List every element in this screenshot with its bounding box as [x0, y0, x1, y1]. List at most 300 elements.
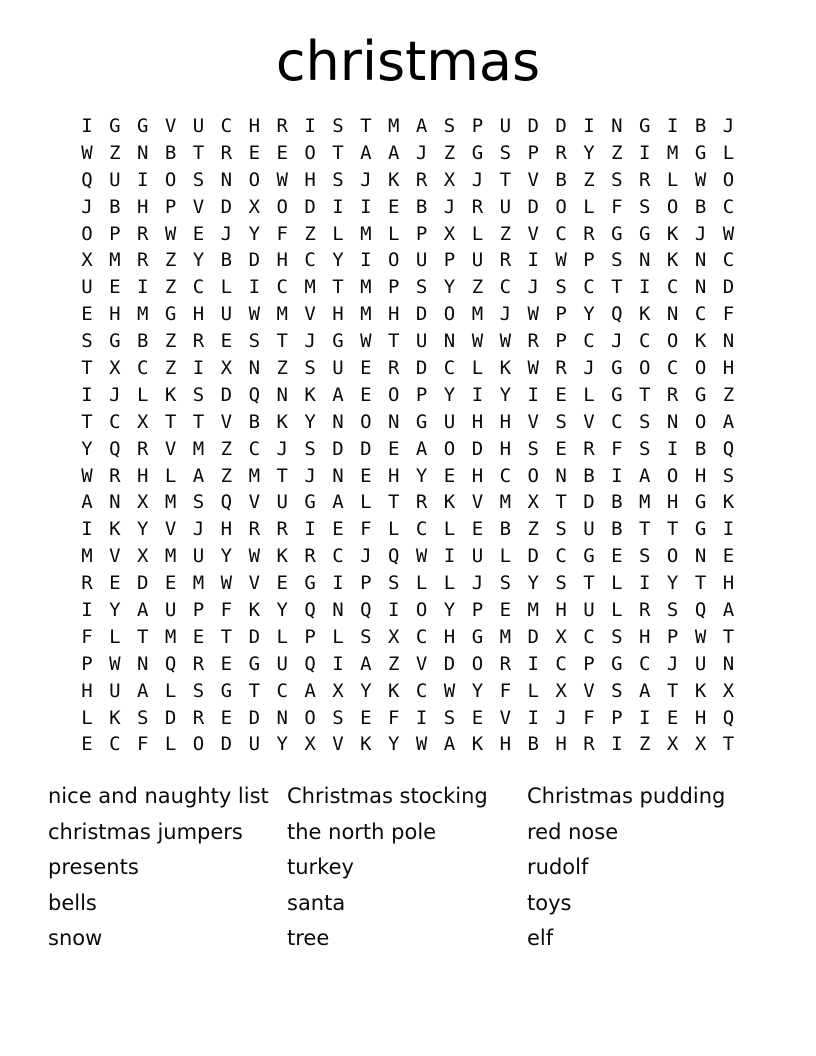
grid-letter: Y	[81, 437, 93, 460]
grid-letter: L	[109, 625, 121, 648]
grid-letter: G	[611, 357, 623, 380]
grid-letter: X	[137, 410, 149, 433]
grid-letter: E	[220, 652, 233, 675]
grid-letter: M	[388, 115, 400, 137]
grid-letter: C	[722, 195, 735, 218]
grid-letter: E	[220, 330, 233, 353]
grid-letter: C	[499, 276, 512, 299]
grid-letter: R	[499, 249, 512, 272]
grid-letter: S	[332, 706, 344, 729]
grid-letter: B	[694, 195, 707, 218]
grid-letter: S	[248, 330, 261, 353]
grid-letter: P	[527, 141, 539, 164]
grid-letter: B	[109, 195, 121, 218]
grid-letter: V	[583, 410, 595, 433]
grid-letter: T	[192, 141, 205, 164]
grid-letter: S	[639, 545, 651, 568]
grid-letter: I	[360, 195, 372, 218]
grid-letter: F	[583, 706, 595, 729]
grid-letter: T	[164, 410, 177, 433]
grid-letter: L	[443, 572, 456, 595]
grid-letter: E	[360, 706, 372, 729]
grid-letter: X	[81, 249, 93, 272]
grid-letter: X	[137, 491, 149, 514]
grid-row	[73, 140, 743, 167]
grid-row	[73, 705, 743, 732]
grid-letter: R	[415, 491, 428, 514]
grid-letter: R	[555, 357, 567, 380]
grid-letter: L	[332, 222, 344, 245]
grid-letter: S	[304, 357, 316, 380]
grid-letter: U	[583, 599, 595, 622]
grid-letter: W	[471, 330, 484, 353]
grid-letter: P	[415, 383, 428, 406]
grid-letter: O	[722, 168, 735, 191]
grid-letter: E	[360, 383, 372, 406]
grid-letter: N	[722, 330, 735, 353]
grid-letter: L	[164, 679, 177, 702]
grid-letter: C	[499, 464, 512, 487]
grid-letter: P	[555, 303, 567, 326]
grid-letter: B	[611, 491, 623, 514]
grid-letter: M	[164, 491, 177, 514]
grid-letter: H	[555, 599, 567, 622]
grid-letter: D	[527, 545, 539, 568]
grid-letter: I	[304, 518, 316, 541]
grid-letter: D	[332, 437, 344, 460]
grid-letter: W	[527, 357, 539, 380]
grid-letter: M	[192, 572, 205, 595]
grid-letter: E	[220, 706, 233, 729]
grid-letter: U	[220, 303, 233, 326]
grid-letter: U	[415, 330, 428, 353]
grid-letter: J	[527, 276, 539, 299]
grid-letter: R	[109, 464, 121, 487]
grid-letter: F	[499, 679, 512, 702]
grid-letter: M	[276, 303, 288, 326]
grid-row	[73, 301, 743, 328]
grid-letter: J	[443, 195, 456, 218]
grid-letter: E	[555, 383, 567, 406]
grid-letter: U	[192, 115, 205, 137]
grid-letter: O	[694, 357, 707, 380]
grid-letter: W	[694, 168, 707, 191]
grid-letter: W	[276, 168, 288, 191]
grid-letter: W	[694, 625, 707, 648]
grid-letter: I	[443, 545, 456, 568]
grid-letter: X	[304, 733, 316, 756]
grid-letter: N	[666, 303, 679, 326]
grid-letter: L	[332, 625, 344, 648]
grid-letter: I	[471, 383, 484, 406]
page-title: christmas	[275, 30, 541, 93]
grid-letter: L	[220, 276, 233, 299]
grid-letter: R	[639, 168, 651, 191]
grid-letter: U	[109, 168, 121, 191]
grid-letter: U	[499, 195, 512, 218]
grid-letter: T	[81, 357, 93, 380]
grid-letter: U	[471, 545, 484, 568]
grid-letter: O	[192, 733, 205, 756]
grid-letter: L	[388, 222, 400, 245]
word-item: santa	[287, 890, 346, 915]
word-item: bells	[48, 890, 97, 915]
grid-row	[73, 274, 743, 301]
grid-letter: A	[137, 679, 149, 702]
grid-letter: A	[722, 410, 735, 433]
grid-letter: T	[639, 518, 651, 541]
grid-letter: Z	[164, 249, 177, 272]
grid-letter: G	[639, 115, 651, 137]
grid-letter: H	[555, 733, 567, 756]
grid-letter: I	[639, 141, 651, 164]
grid-row	[73, 167, 743, 194]
grid-letter: V	[248, 491, 261, 514]
grid-letter: W	[248, 303, 261, 326]
grid-letter: K	[694, 679, 707, 702]
grid-letter: J	[499, 303, 512, 326]
grid-letter: Q	[248, 383, 261, 406]
grid-letter: K	[388, 168, 400, 191]
grid-letter: N	[555, 464, 567, 487]
word-item: elf	[527, 926, 554, 951]
grid-letter: Y	[415, 464, 428, 487]
grid-letter: M	[471, 303, 484, 326]
grid-letter: Q	[611, 303, 623, 326]
grid-letter: S	[443, 115, 456, 137]
word-list	[0, 779, 816, 964]
grid-letter: T	[388, 330, 400, 353]
grid-letter: O	[555, 195, 567, 218]
grid-letter: K	[499, 357, 512, 380]
grid-letter: H	[499, 733, 512, 756]
grid-letter: T	[583, 572, 595, 595]
grid-row	[73, 113, 743, 140]
word-search-grid	[73, 113, 743, 758]
grid-letter: E	[248, 141, 261, 164]
grid-letter: V	[220, 410, 233, 433]
word-item: nice and naughty list	[48, 784, 269, 808]
grid-letter: J	[415, 141, 428, 164]
grid-letter: W	[722, 222, 735, 245]
grid-letter: R	[499, 652, 512, 675]
grid-letter: E	[192, 625, 205, 648]
grid-letter: K	[164, 383, 177, 406]
grid-letter: W	[220, 572, 233, 595]
grid-letter: U	[471, 249, 484, 272]
grid-letter: X	[527, 491, 539, 514]
grid-letter: I	[639, 276, 651, 299]
grid-letter: V	[164, 115, 177, 137]
grid-letter: R	[583, 437, 595, 460]
grid-letter: T	[555, 491, 567, 514]
grid-letter: T	[276, 464, 288, 487]
grid-letter: A	[192, 464, 205, 487]
grid-letter: J	[583, 357, 595, 380]
grid-letter: C	[583, 625, 595, 648]
grid-letter: Z	[276, 357, 288, 380]
grid-letter: M	[248, 464, 261, 487]
grid-letter: I	[81, 518, 93, 541]
grid-letter: L	[164, 464, 177, 487]
grid-letter: L	[360, 491, 372, 514]
grid-letter: M	[360, 222, 372, 245]
grid-letter: T	[360, 115, 372, 137]
grid-letter: X	[555, 679, 567, 702]
grid-letter: M	[304, 276, 316, 299]
word-item: Christmas stocking	[287, 784, 488, 808]
grid-letter: P	[304, 625, 316, 648]
grid-letter: K	[109, 706, 121, 729]
grid-letter: G	[611, 383, 623, 406]
grid-letter: T	[722, 733, 735, 756]
grid-letter: O	[248, 168, 261, 191]
grid-letter: Q	[81, 168, 93, 191]
grid-letter: K	[666, 222, 679, 245]
grid-letter: N	[666, 410, 679, 433]
grid-letter: I	[527, 249, 539, 272]
grid-row	[73, 463, 743, 490]
grid-letter: G	[415, 410, 428, 433]
grid-letter: Z	[388, 652, 400, 675]
grid-letter: I	[332, 572, 344, 595]
grid-letter: P	[164, 195, 177, 218]
grid-letter: R	[527, 330, 539, 353]
grid-letter: G	[611, 652, 623, 675]
grid-row	[73, 194, 743, 221]
grid-letter: E	[109, 276, 121, 299]
word-list-column-3	[527, 779, 725, 957]
grid-letter: Z	[304, 222, 316, 245]
grid-letter: M	[109, 249, 121, 272]
grid-letter: S	[555, 572, 567, 595]
grid-letter: I	[639, 572, 651, 595]
grid-letter: D	[583, 491, 595, 514]
grid-letter: C	[109, 733, 121, 756]
grid-letter: W	[499, 330, 512, 353]
grid-letter: O	[164, 168, 177, 191]
grid-letter: E	[109, 572, 121, 595]
grid-letter: F	[722, 303, 735, 326]
grid-letter: D	[304, 195, 316, 218]
grid-letter: I	[388, 599, 400, 622]
grid-row	[73, 597, 743, 624]
grid-letter: X	[722, 679, 735, 702]
grid-letter: U	[164, 599, 177, 622]
grid-letter: P	[471, 115, 484, 137]
grid-letter: D	[164, 706, 177, 729]
grid-letter: G	[220, 679, 233, 702]
grid-letter: Y	[276, 599, 288, 622]
word-item: red nose	[527, 819, 619, 844]
grid-letter: K	[276, 545, 288, 568]
grid-letter: H	[220, 518, 233, 541]
grid-letter: Q	[304, 599, 316, 622]
grid-letter: E	[443, 464, 456, 487]
grid-letter: J	[81, 195, 93, 218]
grid-row	[73, 651, 743, 678]
grid-letter: D	[248, 625, 261, 648]
grid-letter: Q	[722, 437, 735, 460]
grid-letter: K	[471, 733, 484, 756]
grid-letter: H	[722, 572, 735, 595]
grid-letter: H	[81, 679, 93, 702]
grid-letter: J	[360, 168, 372, 191]
grid-row	[73, 731, 743, 758]
grid-letter: Y	[583, 141, 595, 164]
grid-letter: Z	[722, 383, 735, 406]
grid-letter: A	[360, 652, 372, 675]
grid-letter: I	[611, 464, 623, 487]
grid-letter: S	[192, 679, 205, 702]
grid-letter: O	[388, 383, 400, 406]
grid-letter: B	[137, 330, 149, 353]
grid-letter: Y	[192, 249, 205, 272]
grid-letter: O	[81, 222, 93, 245]
grid-letter: V	[527, 168, 539, 191]
grid-letter: O	[666, 195, 679, 218]
grid-letter: H	[499, 410, 512, 433]
grid-letter: Q	[109, 437, 121, 460]
word-item: rudolf	[527, 855, 589, 880]
grid-letter: B	[164, 141, 177, 164]
grid-letter: S	[81, 330, 93, 353]
grid-letter: K	[248, 599, 261, 622]
grid-letter: F	[220, 599, 233, 622]
grid-letter: C	[220, 115, 233, 137]
grid-letter: X	[443, 168, 456, 191]
grid-letter: S	[611, 249, 623, 272]
grid-letter: G	[583, 545, 595, 568]
grid-letter: R	[415, 168, 428, 191]
grid-letter: J	[304, 464, 316, 487]
grid-letter: D	[137, 572, 149, 595]
grid-letter: G	[109, 330, 121, 353]
grid-letter: I	[137, 276, 149, 299]
grid-letter: Y	[109, 599, 121, 622]
grid-letter: T	[332, 276, 344, 299]
grid-letter: S	[499, 572, 512, 595]
grid-letter: E	[611, 545, 623, 568]
grid-letter: P	[555, 330, 567, 353]
grid-letter: N	[220, 168, 233, 191]
grid-letter: A	[415, 115, 428, 137]
grid-letter: E	[388, 195, 400, 218]
grid-letter: N	[388, 410, 400, 433]
grid-letter: S	[611, 679, 623, 702]
grid-letter: W	[360, 330, 372, 353]
word-list-column-1	[48, 779, 269, 957]
grid-letter: G	[164, 303, 177, 326]
grid-letter: D	[220, 733, 233, 756]
grid-letter: S	[555, 518, 567, 541]
grid-letter: H	[666, 491, 679, 514]
grid-letter: L	[611, 599, 623, 622]
grid-letter: Y	[666, 572, 679, 595]
grid-letter: K	[388, 679, 400, 702]
grid-letter: R	[192, 706, 205, 729]
grid-letter: V	[164, 518, 177, 541]
grid-letter: T	[694, 572, 707, 595]
grid-letter: R	[276, 115, 288, 137]
grid-row	[73, 355, 743, 382]
grid-letter: Z	[220, 464, 233, 487]
grid-letter: E	[360, 357, 372, 380]
grid-letter: J	[192, 518, 205, 541]
grid-letter: C	[722, 249, 735, 272]
grid-letter: S	[639, 410, 651, 433]
grid-letter: D	[527, 115, 539, 137]
grid-letter: B	[248, 410, 261, 433]
grid-letter: Y	[360, 679, 372, 702]
grid-letter: G	[332, 330, 344, 353]
grid-letter: N	[694, 545, 707, 568]
grid-letter: B	[499, 518, 512, 541]
grid-letter: T	[499, 168, 512, 191]
grid-letter: S	[555, 276, 567, 299]
grid-letter: Y	[220, 545, 233, 568]
grid-letter: Z	[527, 518, 539, 541]
grid-letter: M	[164, 625, 177, 648]
grid-letter: F	[611, 195, 623, 218]
grid-letter: U	[499, 115, 512, 137]
grid-letter: J	[722, 115, 735, 137]
grid-letter: E	[471, 706, 484, 729]
grid-letter: O	[694, 410, 707, 433]
word-item: tree	[287, 926, 330, 951]
grid-letter: D	[248, 706, 261, 729]
grid-letter: R	[192, 330, 205, 353]
grid-letter: C	[666, 357, 679, 380]
grid-letter: H	[332, 303, 344, 326]
grid-letter: V	[164, 437, 177, 460]
grid-letter: C	[192, 276, 205, 299]
grid-letter: T	[137, 625, 149, 648]
grid-letter: O	[304, 141, 316, 164]
grid-letter: G	[611, 222, 623, 245]
grid-letter: T	[639, 383, 651, 406]
grid-letter: L	[443, 518, 456, 541]
grid-letter: N	[694, 249, 707, 272]
grid-row	[73, 678, 743, 705]
grid-letter: C	[555, 545, 567, 568]
grid-letter: C	[666, 276, 679, 299]
grid-letter: C	[415, 625, 428, 648]
grid-letter: G	[304, 491, 316, 514]
grid-letter: C	[555, 652, 567, 675]
grid-letter: R	[583, 733, 595, 756]
grid-letter: U	[415, 249, 428, 272]
grid-letter: J	[304, 330, 316, 353]
grid-letter: O	[415, 599, 428, 622]
grid-letter: X	[220, 357, 233, 380]
grid-letter: N	[137, 141, 149, 164]
grid-letter: V	[583, 679, 595, 702]
grid-letter: K	[694, 330, 707, 353]
grid-letter: E	[388, 437, 400, 460]
grid-letter: L	[583, 383, 595, 406]
grid-letter: J	[611, 330, 623, 353]
grid-row	[73, 570, 743, 597]
grid-letter: L	[527, 679, 539, 702]
word-item: presents	[48, 855, 139, 880]
grid-letter: U	[248, 733, 261, 756]
grid-letter: N	[332, 464, 344, 487]
grid-letter: W	[443, 679, 456, 702]
grid-letter: O	[666, 545, 679, 568]
grid-row	[73, 543, 743, 570]
grid-letter: X	[666, 733, 679, 756]
